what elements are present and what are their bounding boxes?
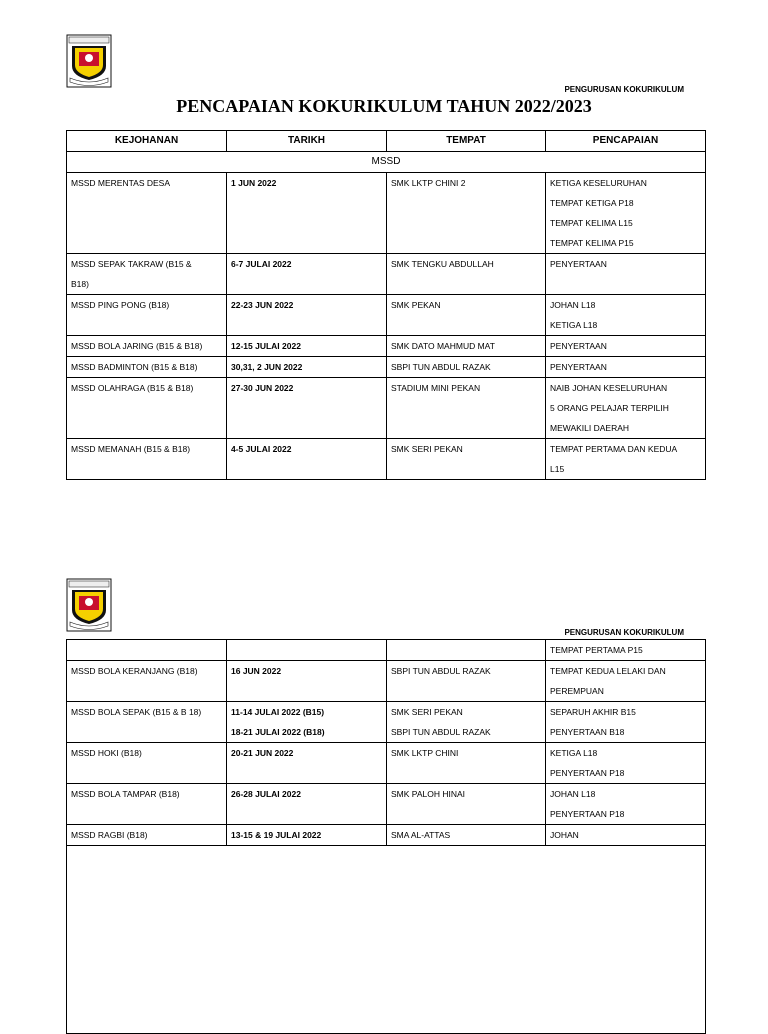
cell-kejohanan-line: MSSD BOLA KERANJANG (B18) <box>71 666 198 676</box>
cell-kejohanan <box>67 640 227 661</box>
cell-kejohanan-line: MSSD MEMANAH (B15 & B18) <box>71 444 191 454</box>
cell-pencapaian-line: PEREMPUAN <box>550 686 604 696</box>
cell-kejohanan <box>67 743 227 784</box>
cell-tempat-line: SMA AL-ATTAS <box>391 830 451 840</box>
cell-tempat <box>387 743 546 784</box>
cell-tempat-line: SMK SERI PEKAN <box>391 707 463 717</box>
cell-tarikh-line: 27-30 JUN 2022 <box>231 383 294 393</box>
cell-pencapaian-line: KETIGA KESELURUHAN <box>550 178 647 188</box>
cell-pencapaian <box>546 661 706 702</box>
table-row <box>67 743 706 784</box>
cell-pencapaian-line: JOHAN <box>550 830 579 840</box>
cell-pencapaian <box>546 702 706 743</box>
cell-tempat-line: SBPI TUN ABDUL RAZAK <box>391 666 491 676</box>
table-row <box>67 661 706 702</box>
cell-pencapaian-line: NAIB JOHAN KESELURUHAN <box>550 383 668 393</box>
cell-tempat-line: SMK SERI PEKAN <box>391 444 463 454</box>
cell-tarikh-line <box>231 640 382 660</box>
cell-tarikh <box>227 661 387 702</box>
empty-row <box>67 846 706 1034</box>
cell-kejohanan-line: MSSD BOLA JARING (B15 & B18) <box>71 341 203 351</box>
cell-pencapaian-line: PENYERTAAN <box>550 362 607 372</box>
cell-kejohanan-line <box>71 640 222 660</box>
cell-tarikh-line: 11-14 JULAI 2022 (B15) <box>231 707 325 717</box>
cell-pencapaian-line: JOHAN L18 <box>550 789 596 799</box>
org-label: PENGURUSAN KOKURIKULUM <box>564 628 684 637</box>
empty-cell <box>67 846 706 1034</box>
cell-pencapaian-line: KETIGA L18 <box>550 748 598 758</box>
cell-pencapaian-line: TEMPAT KETIGA P18 <box>550 198 634 208</box>
cell-kejohanan <box>67 661 227 702</box>
cell-pencapaian <box>546 640 706 661</box>
cell-kejohanan-line: B18) <box>71 279 89 289</box>
cell-tarikh-line: 18-21 JULAI 2022 (B18) <box>231 727 325 737</box>
cell-pencapaian-line: 5 ORANG PELAJAR TERPILIH <box>550 403 669 413</box>
cell-tarikh-line: 13-15 & 19 JULAI 2022 <box>231 830 322 840</box>
cell-pencapaian-line: PENYERTAAN B18 <box>550 727 625 737</box>
cell-kejohanan-line: MSSD RAGBI (B18) <box>71 830 148 840</box>
cell-kejohanan-line: MSSD OLAHRAGA (B15 & B18) <box>71 383 194 393</box>
cell-tarikh <box>227 825 387 846</box>
cell-pencapaian-line: MEWAKILI DAERAH <box>550 423 630 433</box>
cell-tarikh-line: 30,31, 2 JUN 2022 <box>231 362 303 372</box>
cell-pencapaian <box>546 784 706 825</box>
cell-tempat-line: SMK PALOH HINAI <box>391 789 465 799</box>
page-title: PENCAPAIAN KOKURIKULUM TAHUN 2022/2023 <box>176 96 592 116</box>
cell-pencapaian-line: TEMPAT PERTAMA P15 <box>550 645 643 655</box>
school-crest-logo <box>66 578 112 632</box>
cell-tarikh-line: 26-28 JULAI 2022 <box>231 789 301 799</box>
cell-pencapaian-line: PENYERTAAN P18 <box>550 809 625 819</box>
header-tempat: TEMPAT <box>387 131 546 152</box>
header-pencapaian: PENCAPAIAN <box>546 131 706 152</box>
cell-tempat-line: SBPI TUN ABDUL RAZAK <box>391 362 491 372</box>
cell-pencapaian-line: KETIGA L18 <box>550 320 598 330</box>
cell-tempat <box>387 825 546 846</box>
org-label: PENGURUSAN KOKURIKULUM <box>564 85 684 94</box>
cell-tarikh-line: 22-23 JUN 2022 <box>231 300 294 310</box>
cell-pencapaian-line: TEMPAT PERTAMA DAN KEDUA <box>550 444 678 454</box>
header-kejohanan: KEJOHANAN <box>67 131 227 152</box>
cell-kejohanan <box>67 784 227 825</box>
cell-tarikh <box>227 784 387 825</box>
cell-tarikh-line: 20-21 JUN 2022 <box>231 748 294 758</box>
cell-tarikh-line: 1 JUN 2022 <box>231 178 277 188</box>
cell-kejohanan-line: MSSD BOLA TAMPAR (B18) <box>71 789 180 799</box>
cell-tempat-line: SMK PEKAN <box>391 300 441 310</box>
cell-tempat <box>387 640 546 661</box>
cell-tarikh-line: 12-15 JULAI 2022 <box>231 341 301 351</box>
cell-tempat-line: SMK DATO MAHMUD MAT <box>391 341 495 351</box>
table-row <box>67 784 706 825</box>
cell-pencapaian-line: PENYERTAAN P18 <box>550 768 625 778</box>
cell-kejohanan-line: MSSD MERENTAS DESA <box>71 178 171 188</box>
cell-kejohanan-line: MSSD BADMINTON (B15 & B18) <box>71 362 198 372</box>
cell-tarikh-line: 6-7 JULAI 2022 <box>231 259 292 269</box>
cell-pencapaian-line: TEMPAT KEDUA LELAKI DAN <box>550 666 666 676</box>
cell-tarikh <box>227 702 387 743</box>
header-tarikh: TARIKH <box>227 131 387 152</box>
cell-tempat <box>387 702 546 743</box>
cell-pencapaian-line: L15 <box>550 464 565 474</box>
cell-kejohanan-line: MSSD BOLA SEPAK (B15 & B 18) <box>71 707 202 717</box>
cell-kejohanan-line: MSSD HOKI (B18) <box>71 748 142 758</box>
cell-pencapaian-line: PENYERTAAN <box>550 259 607 269</box>
cell-tempat-line: SMK LKTP CHINI <box>391 748 459 758</box>
cell-tarikh <box>227 640 387 661</box>
cell-tempat-line: SMK TENGKU ABDULLAH <box>391 259 494 269</box>
cell-kejohanan <box>67 825 227 846</box>
table-row <box>67 825 706 846</box>
cell-tempat <box>387 784 546 825</box>
cell-pencapaian <box>546 743 706 784</box>
cell-tempat-line: STADIUM MINI PEKAN <box>391 383 481 393</box>
cell-tarikh-line: 16 JUN 2022 <box>231 666 282 676</box>
achievement-table-continued <box>66 639 706 1034</box>
table-row <box>67 640 706 661</box>
cell-pencapaian-line: JOHAN L18 <box>550 300 596 310</box>
cell-pencapaian-line: PENYERTAAN <box>550 341 607 351</box>
cell-tempat-line <box>391 640 541 660</box>
cell-pencapaian-line: TEMPAT KELIMA P15 <box>550 238 634 248</box>
cell-pencapaian-line: TEMPAT KELIMA L15 <box>550 218 633 228</box>
cell-tempat-line: SBPI TUN ABDUL RAZAK <box>391 727 491 737</box>
cell-tempat-line: SMK LKTP CHINI 2 <box>391 178 466 188</box>
cell-kejohanan-line: MSSD PING PONG (B18) <box>71 300 170 310</box>
cell-kejohanan <box>67 702 227 743</box>
cell-tempat <box>387 661 546 702</box>
cell-pencapaian-line: SEPARUH AKHIR B15 <box>550 707 636 717</box>
cell-pencapaian <box>546 825 706 846</box>
cell-kejohanan-line: MSSD SEPAK TAKRAW (B15 & <box>71 259 192 269</box>
section-label: MSSD <box>67 152 706 173</box>
cell-tarikh <box>227 743 387 784</box>
cell-tarikh-line: 4-5 JULAI 2022 <box>231 444 292 454</box>
table-row <box>67 702 706 743</box>
